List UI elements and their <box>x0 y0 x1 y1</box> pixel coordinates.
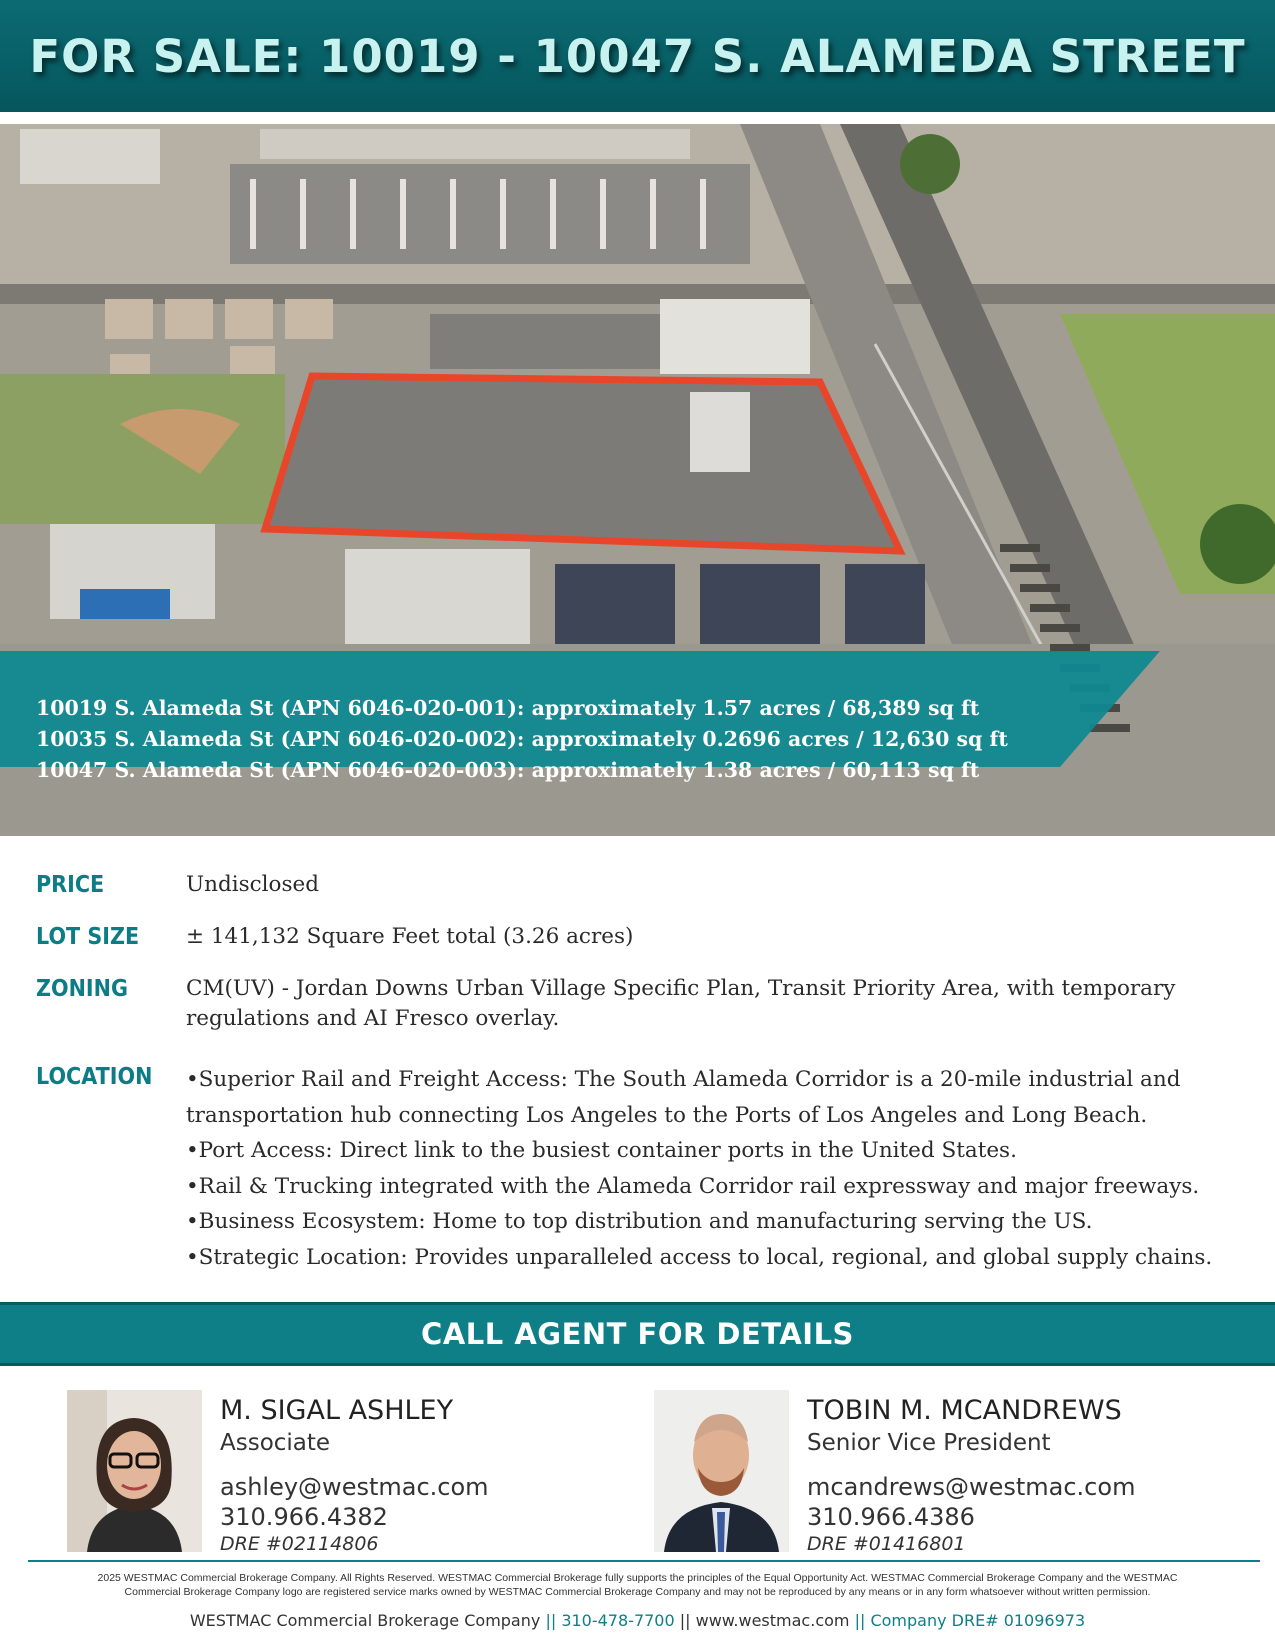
location-row <box>36 1062 1246 1275</box>
company-footer <box>0 1611 1275 1630</box>
footer-company: WESTMAC Commercial Brokerage Company <box>189 1611 541 1630</box>
parcel-line: 10035 S. Alameda St (APN 6046-020-002): approximately 0.2696 acres / 12,630 sq ft <box>36 727 1008 751</box>
agent-photo-ashley <box>67 1390 202 1552</box>
agent-email-link[interactable]: mcandrews@westmac.com <box>807 1473 1136 1501</box>
location-line: •Strategic Location: Provides unparalleled access to local, regional, and global supply chains. <box>186 1244 1213 1270</box>
footer-company-dre: Company DRE# 01096973 <box>870 1611 1086 1630</box>
lot-size-value: ± 141,132 Square Feet total (3.26 acres) <box>186 924 634 949</box>
footer-separator: || <box>545 1611 557 1630</box>
footer-separator: || <box>679 1611 691 1630</box>
location-label: LOCATION <box>36 1064 153 1090</box>
agent-name: TOBIN M. MCANDREWS <box>807 1395 1122 1426</box>
agent-portrait-image <box>654 1390 789 1552</box>
footer-divider <box>28 1560 1260 1562</box>
zoning-label: ZONING <box>36 976 128 1002</box>
call-agent-banner <box>0 1302 1275 1366</box>
agent-card-mcandrews <box>654 1390 1135 1556</box>
agent-phone-link[interactable]: 310.966.4386 <box>807 1503 975 1531</box>
lot-size-label: LOT SIZE <box>36 924 140 950</box>
location-line: •Business Ecosystem: Home to top distribution and manufacturing serving the US. <box>186 1209 1093 1234</box>
agent-portrait-image <box>67 1390 202 1552</box>
legal-disclaimer <box>20 1571 1255 1599</box>
disclaimer-line: 2025 WESTMAC Commercial Brokerage Company. All Rights Reserved. WESTMAC Commercial Brokerage fully supports the principles of the Equal Opportunity Act. WESTMAC Commercial Brokerage Company and the WESTMAC <box>97 1572 1178 1584</box>
agent-dre: DRE #02114806 <box>220 1533 379 1555</box>
agent-title: Associate <box>220 1430 331 1456</box>
agent-info-ashley <box>220 1390 489 1556</box>
price-value: Undisclosed <box>186 872 320 897</box>
agent-phone-link[interactable]: 310.966.4382 <box>220 1503 388 1531</box>
parcel-list <box>36 693 1008 786</box>
location-line: •Port Access: Direct link to the busiest container ports in the United States. <box>186 1138 1017 1163</box>
footer-phone-link[interactable]: 310-478-7700 <box>561 1611 675 1630</box>
location-line: transportation hub connecting Los Angeles to the Ports of Los Angeles and Long Beach. <box>186 1102 1148 1128</box>
page-header <box>0 0 1275 112</box>
price-label: PRICE <box>36 872 105 898</box>
agent-title: Senior Vice President <box>807 1430 1051 1456</box>
disclaimer-line: Commercial Brokerage Company logo are registered service marks owned by WESTMAC Commercial Brokerage Company and may not be reproduced by any means or in any form whatsoever without written permission. <box>124 1586 1151 1598</box>
parcel-line: 10047 S. Alameda St (APN 6046-020-003): approximately 1.38 acres / 60,113 sq ft <box>36 758 980 782</box>
cta-text: CALL AGENT FOR DETAILS <box>421 1317 854 1351</box>
footer-website-link[interactable]: www.westmac.com <box>695 1611 850 1630</box>
parcel-line: 10019 S. Alameda St (APN 6046-020-001): approximately 1.57 acres / 68,389 sq ft <box>36 696 980 720</box>
location-line: •Rail & Trucking integrated with the Alameda Corridor rail expressway and major freeways. <box>186 1173 1200 1199</box>
location-value <box>186 1062 1212 1275</box>
page-title: FOR SALE: 10019 - 10047 S. ALAMEDA STREET <box>29 29 1246 83</box>
agent-info-mcandrews <box>807 1390 1135 1556</box>
zoning-value: CM(UV) - Jordan Downs Urban Village Specific Plan, Transit Priority Area, with temporary regulations and AI Fresco overlay. <box>186 976 1176 1031</box>
agent-dre: DRE #01416801 <box>807 1533 966 1555</box>
lot-size-row <box>36 922 1246 952</box>
footer-separator: || <box>854 1611 866 1630</box>
agent-card-ashley <box>67 1390 489 1556</box>
price-row <box>36 870 1246 900</box>
agent-name: M. SIGAL ASHLEY <box>220 1395 454 1426</box>
location-line: •Superior Rail and Freight Access: The South Alameda Corridor is a 20-mile industrial and <box>186 1067 1181 1092</box>
agent-photo-mcandrews <box>654 1390 789 1552</box>
property-details <box>36 870 1246 1297</box>
zoning-row <box>36 974 1246 1034</box>
agent-email-link[interactable]: ashley@westmac.com <box>220 1473 489 1501</box>
